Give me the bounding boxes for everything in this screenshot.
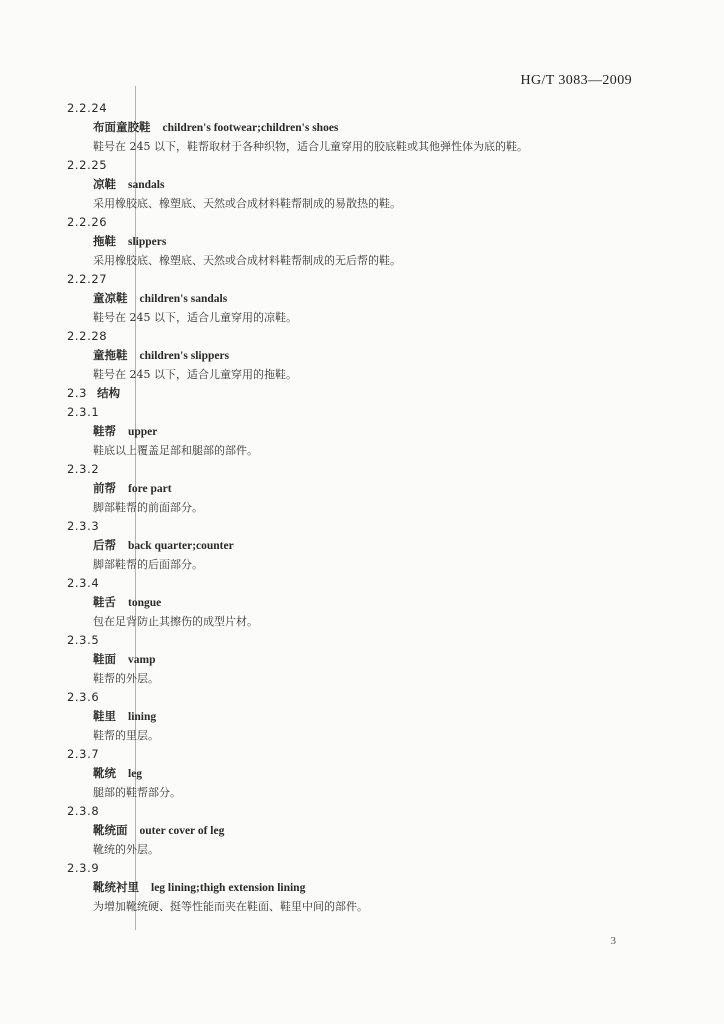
- term-list: [0, 99, 724, 916]
- term-entry: [0, 403, 724, 460]
- term-definition: 包在足背防止其擦伤的成型片材。: [93, 615, 258, 628]
- term-line: [0, 175, 724, 194]
- term-definition: 鞋号在 245 以下，鞋帮取材于各种织物，适合儿童穿用的胶底鞋或其他弹性体为底的鞋。: [93, 140, 528, 153]
- term-number: 2.3.6: [67, 690, 100, 704]
- term-number: 2.3.8: [67, 804, 100, 818]
- term-line: [0, 346, 724, 365]
- term-line: [0, 118, 724, 137]
- term-chinese: 童拖鞋: [93, 348, 128, 362]
- section-number: 2.3: [67, 386, 88, 400]
- term-definition: 腿部的鞋帮部分。: [93, 786, 181, 799]
- term-english: slippers: [128, 236, 167, 248]
- term-entry: [0, 859, 724, 916]
- term-line: [0, 536, 724, 555]
- term-english: tongue: [128, 597, 162, 609]
- term-entry: [0, 99, 724, 156]
- term-english: leg: [128, 768, 143, 780]
- term-entry: [0, 156, 724, 213]
- term-english: children's sandals: [139, 293, 228, 305]
- term-definition: 鞋帮的外层。: [93, 672, 159, 685]
- term-line: [0, 707, 724, 726]
- term-english: sandals: [128, 179, 165, 191]
- term-line: [0, 232, 724, 251]
- term-line: [0, 422, 724, 441]
- term-entry: [0, 327, 724, 384]
- term-entry: [0, 213, 724, 270]
- term-entry: [0, 574, 724, 631]
- term-entry: [0, 688, 724, 745]
- term-chinese: 童凉鞋: [93, 291, 128, 305]
- term-definition: 鞋号在 245 以下，适合儿童穿用的拖鞋。: [93, 368, 297, 381]
- term-number: 2.3.5: [67, 633, 100, 647]
- term-entry: [0, 270, 724, 327]
- term-entry: [0, 745, 724, 802]
- term-english: fore part: [128, 483, 172, 495]
- term-english: lining: [128, 711, 157, 723]
- term-entries-2-2: [0, 99, 724, 384]
- term-english: vamp: [128, 654, 156, 666]
- term-number: 2.3.2: [67, 462, 100, 476]
- term-chinese: 靴统: [93, 766, 116, 780]
- term-number: 2.3.4: [67, 576, 100, 590]
- term-definition: 脚部鞋帮的后面部分。: [93, 558, 203, 571]
- term-definition: 鞋帮的里层。: [93, 729, 159, 742]
- standard-code-header: HG/T 3083—2009: [520, 73, 632, 88]
- term-chinese: 前帮: [93, 481, 116, 495]
- term-entries-2-3: [0, 403, 724, 916]
- term-number: 2.3.9: [67, 861, 100, 875]
- term-english: children's footwear;children's shoes: [162, 122, 339, 134]
- term-number: 2.2.28: [67, 329, 108, 343]
- term-line: [0, 764, 724, 783]
- term-number: 2.2.24: [67, 101, 108, 115]
- term-chinese: 后帮: [93, 538, 116, 552]
- term-definition: 脚部鞋帮的前面部分。: [93, 501, 203, 514]
- term-chinese: 靴统面: [93, 823, 128, 837]
- term-line: [0, 821, 724, 840]
- term-english: upper: [128, 426, 158, 438]
- section-heading: [0, 384, 724, 403]
- term-entry: [0, 460, 724, 517]
- term-line: [0, 878, 724, 897]
- term-chinese: 鞋帮: [93, 424, 116, 438]
- term-definition: 鞋号在 245 以下，适合儿童穿用的凉鞋。: [93, 311, 297, 324]
- term-definition: 为增加靴统硬、挺等性能而夹在鞋面、鞋里中间的部件。: [93, 900, 368, 913]
- term-number: 2.2.26: [67, 215, 108, 229]
- term-definition: 采用橡胶底、橡塑底、天然或合成材料鞋帮制成的无后帮的鞋。: [93, 254, 401, 267]
- term-english: outer cover of leg: [139, 825, 225, 837]
- term-number: 2.2.27: [67, 272, 108, 286]
- term-entry: [0, 802, 724, 859]
- term-number: 2.3.3: [67, 519, 100, 533]
- term-line: [0, 650, 724, 669]
- term-chinese: 靴统衬里: [93, 880, 139, 894]
- page-number: 3: [610, 935, 616, 947]
- term-entry: [0, 631, 724, 688]
- term-line: [0, 289, 724, 308]
- section-title: 结构: [97, 386, 121, 400]
- term-chinese: 布面童胶鞋: [93, 120, 151, 134]
- term-line: [0, 593, 724, 612]
- term-definition: 鞋底以上覆盖足部和腿部的部件。: [93, 444, 258, 457]
- term-english: leg lining;thigh extension lining: [151, 882, 306, 894]
- term-line: [0, 479, 724, 498]
- term-chinese: 鞋里: [93, 709, 116, 723]
- term-entry: [0, 517, 724, 574]
- term-english: back quarter;counter: [128, 540, 234, 552]
- term-definition: 采用橡胶底、橡塑底、天然或合成材料鞋帮制成的易散热的鞋。: [93, 197, 401, 210]
- term-number: 2.2.25: [67, 158, 108, 172]
- term-english: children's slippers: [139, 350, 230, 362]
- term-chinese: 拖鞋: [93, 234, 116, 248]
- term-definition: 靴统的外层。: [93, 843, 159, 856]
- term-chinese: 鞋舌: [93, 595, 116, 609]
- term-chinese: 凉鞋: [93, 177, 116, 191]
- term-number: 2.3.7: [67, 747, 100, 761]
- term-chinese: 鞋面: [93, 652, 116, 666]
- term-number: 2.3.1: [67, 405, 100, 419]
